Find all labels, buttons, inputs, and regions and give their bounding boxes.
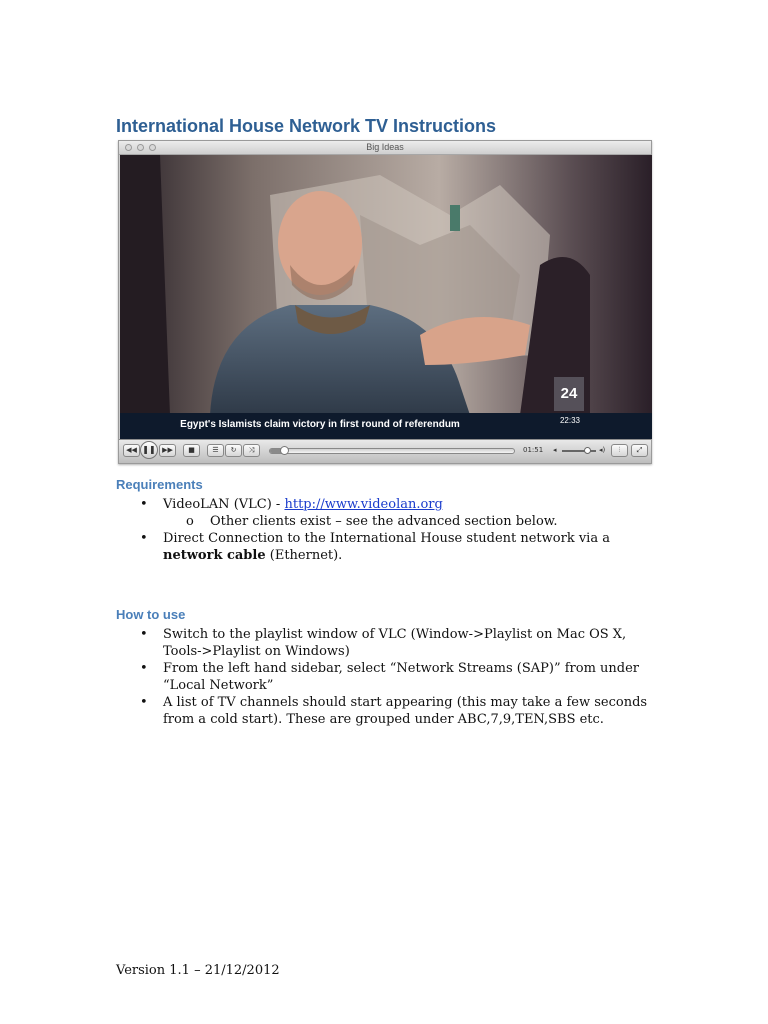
list-item [116, 530, 656, 564]
how-to-use-heading: How to use [116, 607, 186, 622]
video-player-screenshot [118, 140, 652, 464]
seek-handle[interactable] [280, 446, 289, 455]
bullet: • [140, 627, 148, 642]
player-controls [119, 439, 651, 463]
channel-logo: 24 [554, 377, 584, 411]
shuffle-button[interactable] [243, 444, 260, 457]
network-requirement-suffix: (Ethernet). [265, 548, 343, 563]
fullscreen-button[interactable] [631, 444, 648, 457]
videolan-link[interactable]: http://www.videolan.org [284, 497, 443, 512]
elapsed-time: 01:51 [523, 446, 544, 454]
version-footer: Version 1.1 – 21/12/2012 [116, 963, 280, 978]
list-item [163, 513, 656, 530]
player-window-title: Big Ideas [366, 142, 404, 152]
sub-bullet: o [186, 514, 194, 529]
mural-figure [450, 205, 460, 231]
video-frame [120, 155, 652, 439]
vlc-requirement-text: VideoLAN (VLC) - [163, 497, 285, 512]
stop-button[interactable] [183, 444, 200, 457]
shuffle-icon: ⤨ [248, 446, 255, 454]
pause-icon: ❚❚ [142, 445, 156, 454]
document-title: International House Network TV Instructions [116, 116, 497, 136]
other-clients-note: Other clients exist – see the advanced section below. [210, 514, 558, 529]
loop-button[interactable] [225, 444, 242, 457]
how-to-use-list [116, 626, 656, 728]
fullscreen-icon: ⤢ [636, 446, 643, 454]
bullet: • [140, 661, 148, 676]
list-item [116, 626, 656, 660]
fast-forward-icon: ▶▶ [162, 446, 173, 454]
playlist-icon: ☰ [212, 446, 219, 454]
equalizer-icon: ⫶ [618, 446, 621, 454]
volume-low-icon[interactable]: ◂ [553, 446, 557, 454]
list-item [116, 694, 656, 728]
volume-slider[interactable] [562, 450, 596, 452]
network-cable-emphasis: network cable [163, 548, 266, 563]
bullet: • [140, 695, 148, 710]
requirements-heading: Requirements [116, 477, 203, 492]
bullet: • [140, 531, 148, 546]
requirements-list [116, 496, 656, 564]
rewind-icon: ◀◀ [126, 446, 137, 454]
sub-list [163, 513, 656, 530]
volume-handle[interactable] [584, 447, 591, 454]
bullet: • [140, 497, 148, 512]
pause-button[interactable] [140, 441, 158, 459]
list-item [116, 660, 656, 694]
volume-high-icon[interactable]: ◂) [599, 446, 606, 454]
list-item [116, 496, 656, 530]
playlist-button[interactable] [207, 444, 224, 457]
network-requirement-text: Direct Connection to the International House student network via a [163, 531, 610, 546]
broadcast-clock: 22:33 [559, 416, 580, 425]
fast-forward-button[interactable] [159, 444, 176, 457]
news-ticker [120, 413, 652, 439]
rewind-button[interactable] [123, 444, 140, 457]
loop-icon: ↻ [230, 446, 237, 454]
player-titlebar [119, 141, 651, 155]
stop-icon: ■ [188, 446, 195, 454]
step-text: From the left hand sidebar, select “Network Streams (SAP)” from under “Local Network” [163, 661, 640, 693]
news-headline: Egypt's Islamists claim victory in first round of referendum [180, 419, 460, 430]
step-text: Switch to the playlist window of VLC (Window->Playlist on Mac OS X, Tools->Playlist on Windows) [163, 627, 627, 659]
seek-slider[interactable] [269, 448, 515, 454]
equalizer-button[interactable] [611, 444, 628, 457]
step-text: A list of TV channels should start appearing (this may take a few seconds from a cold start). These are grouped under ABC,7,9,TEN,SBS etc. [163, 695, 648, 727]
